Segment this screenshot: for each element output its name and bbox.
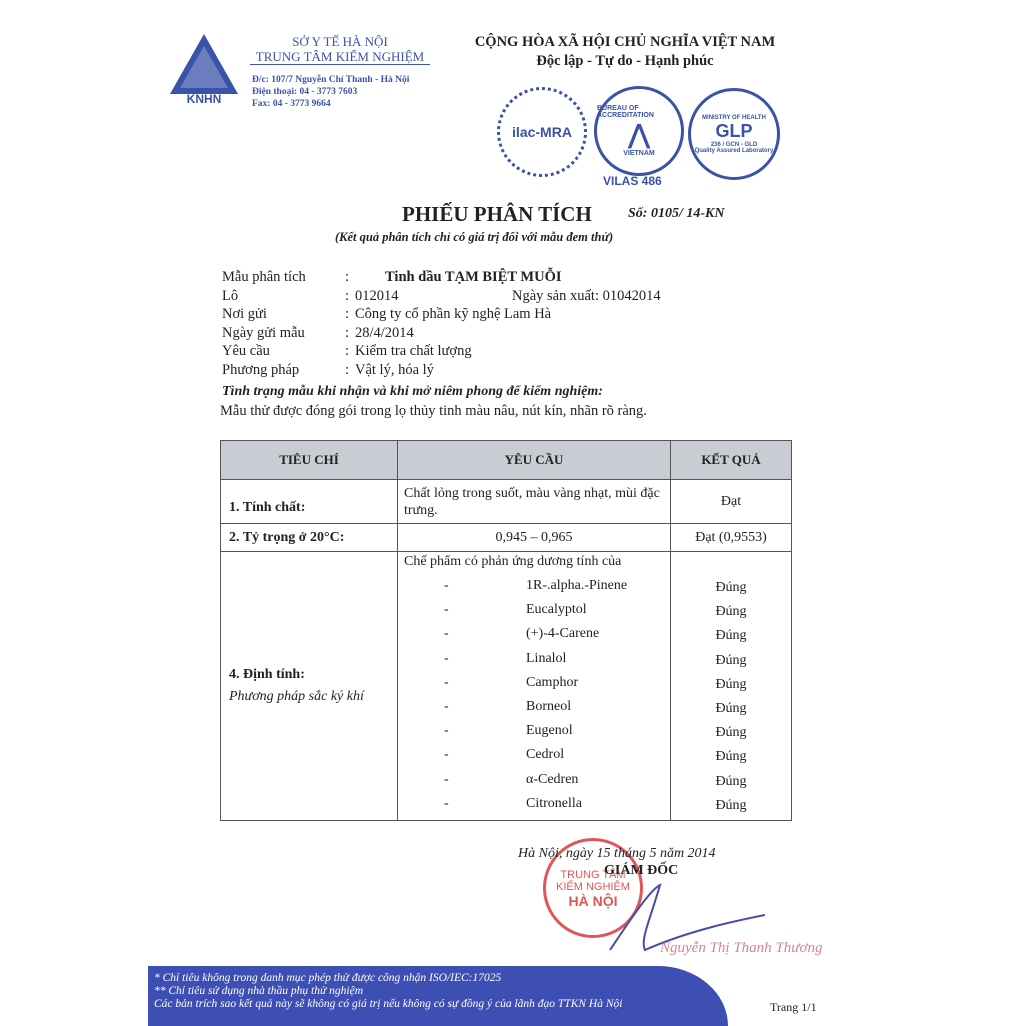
signature-date: Hà Nội, ngày 15 tháng 5 năm 2014: [518, 846, 716, 861]
compound-result: Đúng: [715, 604, 747, 620]
compound-name: Citronella: [526, 795, 582, 811]
compound-result: Đúng: [715, 701, 747, 717]
results-table: [220, 440, 792, 821]
compound-name: 1R-.alpha.-Pinene: [526, 578, 628, 594]
phone: Điện thoại: 04 - 3773 7603: [252, 87, 358, 97]
method: Phương pháp sắc ký khí: [229, 688, 364, 704]
compound-item: - Borneol: [444, 699, 572, 715]
footer-note: ** Chỉ tiêu sử dụng nhà thầu phụ thử nghiệm: [154, 985, 363, 997]
page-number: Trang 1/1: [770, 1000, 817, 1014]
field-value: 012014: [355, 287, 399, 304]
compound-result: Đúng: [715, 580, 747, 596]
compound-name: Eucalyptol: [526, 602, 587, 618]
compound-result: Đúng: [715, 628, 747, 644]
field-label: Yêu cầu: [222, 343, 270, 359]
table-row: [221, 552, 792, 821]
compound-item: - Camphor: [444, 674, 579, 690]
col-criterion: TIÊU CHÍ: [221, 441, 398, 480]
ilac-seal: [497, 87, 587, 177]
field-label: Ngày gửi mẫu: [222, 324, 305, 341]
document-subtitle: (Kết quả phân tích chỉ có giá trị đối với mẫu đem thử): [335, 230, 614, 244]
compound-item: - α-Cedren: [444, 771, 579, 787]
glp-code: 236 / GCN - GLD: [710, 141, 758, 148]
compound-name: α-Cedren: [526, 771, 579, 787]
field-value: Công ty cổ phần kỹ nghệ Lam Hà: [355, 306, 552, 322]
org-contact: [252, 74, 409, 110]
compound-name: Borneol: [526, 699, 572, 715]
criterion: 1. Tính chất:: [221, 480, 398, 524]
compound-result: Đúng: [715, 676, 747, 692]
signer-name: Nguyễn Thị Thanh Thương: [660, 940, 823, 956]
knhn-logo: [168, 32, 240, 104]
compound-name: Cedrol: [526, 747, 565, 763]
glp-sub: Quality Assured Laboratory: [694, 147, 774, 154]
requirement: 0,945 – 0,965: [398, 524, 671, 552]
stamp-line: KIỂM NGHIỆM: [556, 881, 630, 893]
field-value: Tinh dầu TẠM BIỆT MUỖI: [385, 269, 562, 285]
boa-seal: BUREAU OF ACCREDITATION ⋀ VIETNAM: [594, 86, 684, 176]
compound-name: Linalol: [526, 650, 567, 666]
compound-result: Đúng: [715, 749, 747, 765]
col-result: KẾT QUẢ: [671, 441, 792, 480]
production-date: Ngày sản xuất: 01042014: [512, 287, 661, 304]
vilas-label: VILAS 486: [603, 174, 662, 188]
sample-info: Mẫu phân tích : Tinh dầu TẠM BIỆT MUỖI Lô : 012014 Ngày sản xuất: 01042014 Nơi gửi : Công ty cổ phần kỹ nghệ Lam Hà Ngày gửi mẫu : 28/4/2014 Yêu cầu : Kiểm tra chất lượng Phương pháp : Vật lý, hóa lý Tình trạng mẫu khi nhận và khi mở niêm phong để kiểm nghiệm: Mẫu thử được đóng gói trong lọ thủy tinh màu nâu, nút kín, nhãn rõ ràng.: [220, 269, 661, 419]
document-number: Số: 0105/ 14-KN: [628, 206, 725, 221]
org-name: TRUNG TÂM KIỂM NGHIỆM: [250, 49, 430, 65]
compound-item: - (+)-4-Carene: [444, 626, 600, 642]
boa-country: VIETNAM: [623, 150, 655, 157]
compound-item: - Eucalyptol: [444, 602, 587, 618]
result: Đạt: [671, 480, 792, 524]
compound-item: - Citronella: [444, 795, 582, 811]
condition-heading: Tình trạng mẫu khi nhận và khi mở niêm phong để kiểm nghiệm:: [222, 384, 603, 399]
org-dept: SỞ Y TẾ HÀ NỘI: [292, 34, 388, 49]
glp-seal: [688, 88, 780, 180]
field-label: Lô: [222, 287, 239, 304]
result: Đạt (0,9553): [671, 524, 792, 552]
field-label: Nơi gửi: [222, 306, 267, 322]
national-header: [450, 33, 800, 71]
compound-item: - Linalol: [444, 650, 567, 666]
ilac-text: ilac-MRA: [512, 124, 572, 140]
logo-text: KNHN: [186, 92, 222, 104]
field-value: Vật lý, hóa lý: [355, 361, 434, 378]
stamp-line: TRUNG TÂM: [560, 869, 626, 881]
compound-result: Đúng: [715, 773, 747, 789]
compound-result: Đúng: [715, 725, 747, 741]
motto: Độc lập - Tự do - Hạnh phúc: [536, 53, 714, 69]
requirement: Chất lỏng trong suốt, màu vàng nhạt, mùi đặc trưng.: [398, 480, 671, 524]
footer-note: Các bản trích sao kết quả này sẽ không có giá trị nếu không có sự đồng ý của lãnh đạo TTKN Hà Nội: [154, 998, 623, 1010]
fax: Fax: 04 - 3773 9664: [252, 99, 331, 109]
field-label: Phương pháp: [222, 361, 300, 378]
compound-item: - Cedrol: [444, 747, 565, 763]
document-title: PHIẾU PHÂN TÍCH: [402, 202, 592, 226]
table-row: [221, 480, 792, 524]
compound-result: Đúng: [715, 652, 747, 668]
col-requirement: YÊU CẦU: [398, 441, 671, 480]
compound-result: Đúng: [715, 797, 747, 813]
glp-text: GLP: [715, 120, 753, 141]
compound-name: Camphor: [526, 674, 579, 690]
boa-text: BUREAU OF ACCREDITATION: [597, 105, 654, 119]
org-header: [250, 34, 430, 65]
stamp-line: HÀ NỘI: [568, 893, 618, 909]
table-header: [221, 441, 792, 480]
nation-title: CỘNG HÒA XÃ HỘI CHỦ NGHĨA VIỆT NAM: [474, 34, 776, 50]
footer-notes: [148, 966, 728, 1026]
compound-name: Eugenol: [526, 723, 573, 739]
glp-ring: MINISTRY OF HEALTH: [702, 114, 766, 121]
field-value: 28/4/2014: [355, 324, 414, 341]
criterion: 2. Tỷ trọng ở 20°C:: [221, 524, 398, 552]
compound-item: - Eugenol: [444, 723, 573, 739]
field-value: Kiểm tra chất lượng: [355, 343, 472, 359]
footer-note: * Chỉ tiêu không trong danh mục phép thử được công nhận ISO/IEC:17025: [154, 972, 502, 984]
signer-title: GIÁM ĐỐC: [604, 863, 679, 878]
table-row: [221, 524, 792, 552]
criterion: 4. Định tính:: [229, 666, 305, 682]
compound-name: (+)-4-Carene: [526, 626, 600, 642]
compound-item: - 1R-.alpha.-Pinene: [444, 578, 628, 594]
requirement-intro: Chế phẩm có phản ứng dương tính của: [404, 554, 622, 569]
address: Đ/c: 107/7 Nguyễn Chí Thanh - Hà Nội: [252, 75, 410, 85]
condition-text: Mẫu thử được đóng gói trong lọ thủy tinh màu nâu, nút kín, nhãn rõ ràng.: [220, 402, 647, 419]
field-label: Mẫu phân tích: [222, 269, 306, 285]
